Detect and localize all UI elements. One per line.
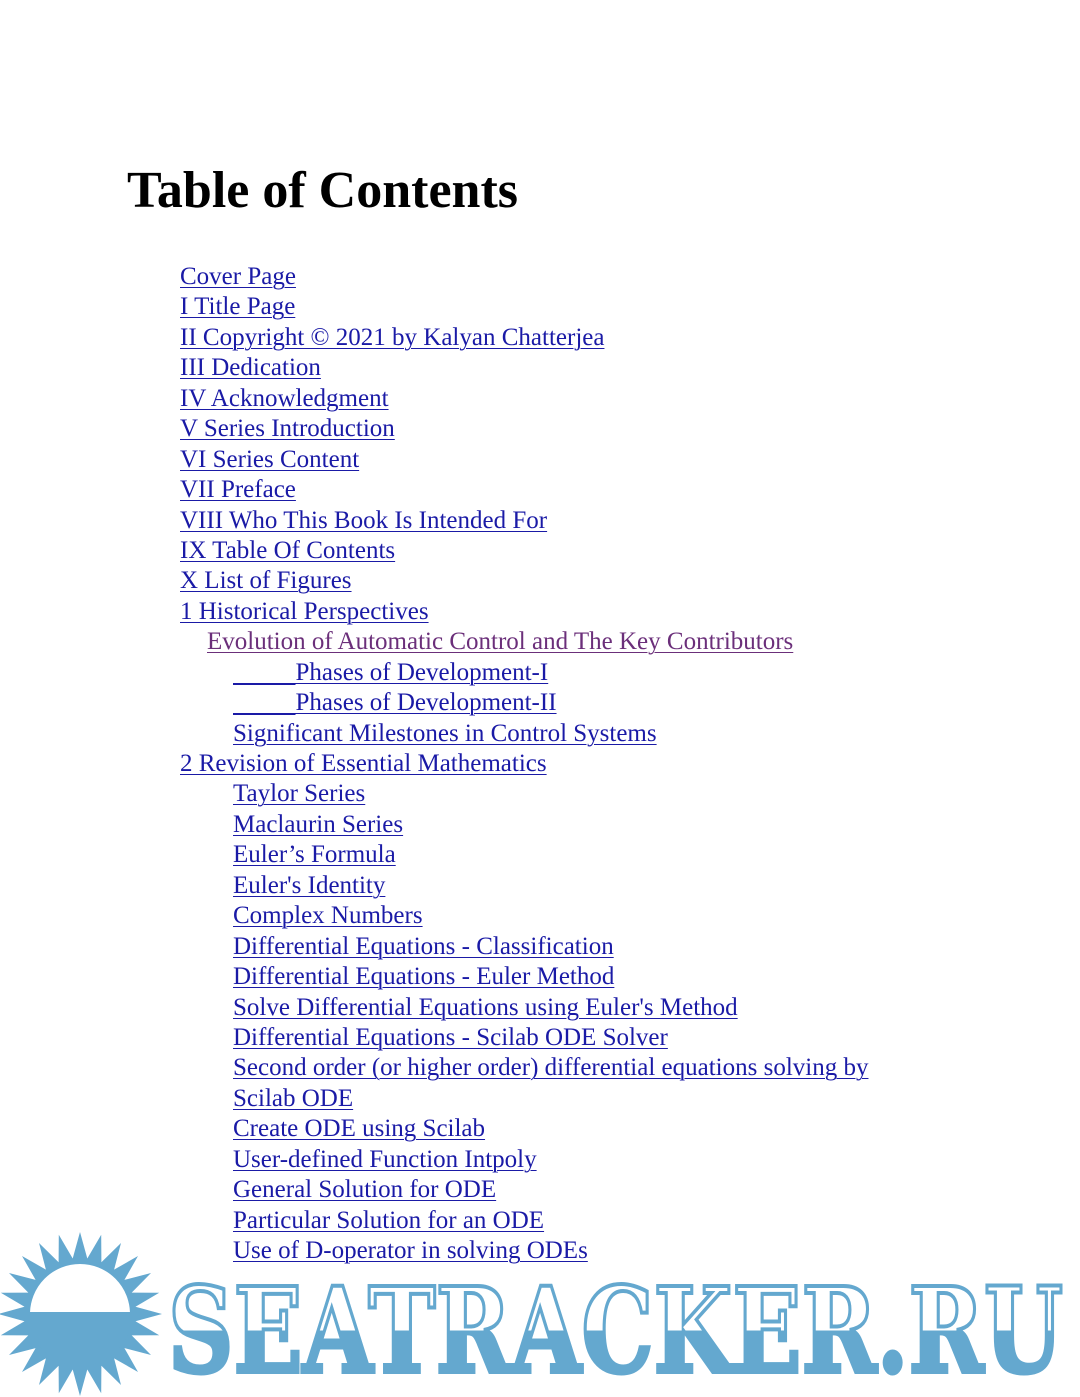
toc-link[interactable]: IV Acknowledgment	[180, 384, 389, 412]
toc-link[interactable]: Cover Page	[180, 263, 296, 290]
table-of-contents	[180, 262, 868, 1266]
sun-icon	[0, 1232, 162, 1396]
page-title: Table of Contents	[127, 162, 519, 219]
toc-entry	[180, 566, 868, 596]
toc-entry	[180, 779, 868, 809]
toc-link[interactable]: User-defined Function Intpoly	[233, 1145, 537, 1173]
toc-link[interactable]: Use of D-operator in solving ODEs	[233, 1237, 588, 1264]
toc-link[interactable]: Particular Solution for an ODE	[233, 1206, 545, 1234]
toc-entry	[180, 962, 868, 992]
toc-link[interactable]: I Title Page	[180, 293, 296, 321]
toc-link[interactable]: 1 Historical Perspectives	[180, 597, 429, 625]
toc-link[interactable]: Differential Equations - Classification	[233, 932, 614, 960]
toc-entry	[180, 597, 868, 627]
toc-entry	[180, 262, 868, 292]
toc-link[interactable]: Evolution of Automatic Control and The Key Contributors	[207, 628, 794, 656]
toc-entry	[180, 749, 868, 779]
toc-link[interactable]: IX Table Of Contents	[180, 536, 396, 564]
toc-link[interactable]: Create ODE using Scilab	[233, 1115, 486, 1143]
watermark	[0, 1232, 1080, 1397]
toc-link[interactable]: X List of Figures	[180, 567, 352, 595]
toc-entry	[180, 993, 868, 1023]
toc-link[interactable]: Significant Milestones in Control Systems	[233, 719, 657, 747]
toc-link[interactable]: Euler’s Formula	[233, 841, 396, 869]
toc-link[interactable]: Phases of Development-II	[295, 689, 557, 717]
toc-link[interactable]: Phases of Development-I	[295, 658, 549, 686]
toc-link[interactable]: Differential Equations - Scilab ODE Solver	[233, 1023, 668, 1051]
toc-link[interactable]: II Copyright © 2021 by Kalyan Chatterjea	[180, 323, 605, 351]
toc-entry	[180, 658, 868, 688]
toc-entry	[180, 871, 868, 901]
toc-entry	[180, 719, 868, 749]
toc-entry	[180, 1175, 868, 1205]
toc-entry	[180, 688, 868, 718]
toc-entry	[180, 292, 868, 322]
toc-entry	[180, 627, 868, 657]
toc-link[interactable]: Taylor Series	[233, 780, 366, 808]
watermark-text: SEATRACKER.RU	[168, 1261, 1063, 1397]
toc-entry	[180, 1084, 868, 1114]
toc-link[interactable]: Solve Differential Equations using Euler's Method	[233, 993, 738, 1021]
toc-link[interactable]: Maclaurin Series	[233, 810, 404, 838]
toc-entry	[180, 840, 868, 870]
toc-entry	[180, 445, 868, 475]
toc-entry	[180, 932, 868, 962]
toc-entry	[180, 1023, 868, 1053]
toc-entry	[180, 506, 868, 536]
toc-link[interactable]: V Series Introduction	[180, 415, 395, 443]
toc-link[interactable]: VIII Who This Book Is Intended For	[180, 506, 548, 534]
toc-link[interactable]: VII Preface	[180, 476, 296, 504]
toc-link[interactable]: General Solution for ODE	[233, 1176, 497, 1204]
toc-entry	[180, 323, 868, 353]
toc-entry	[180, 1053, 868, 1083]
toc-entry	[180, 1145, 868, 1175]
toc-entry	[180, 810, 868, 840]
toc-entry	[180, 384, 868, 414]
toc-entry	[180, 1114, 868, 1144]
toc-entry	[180, 901, 868, 931]
toc-link[interactable]: Complex Numbers	[233, 902, 423, 930]
toc-link[interactable]: VI Series Content	[180, 445, 360, 473]
toc-link[interactable]: III Dedication	[180, 354, 321, 382]
toc-entry	[180, 414, 868, 444]
toc-link[interactable]: 2 Revision of Essential Mathematics	[180, 750, 547, 777]
toc-link[interactable]: Euler's Identity	[233, 871, 386, 899]
toc-link[interactable]: Scilab ODE	[233, 1084, 354, 1112]
toc-entry	[180, 475, 868, 505]
toc-entry	[180, 353, 868, 383]
toc-link[interactable]: Differential Equations - Euler Method	[233, 963, 615, 991]
toc-link[interactable]: Second order (or higher order) differential equations solving by	[233, 1054, 869, 1082]
toc-entry	[180, 536, 868, 566]
